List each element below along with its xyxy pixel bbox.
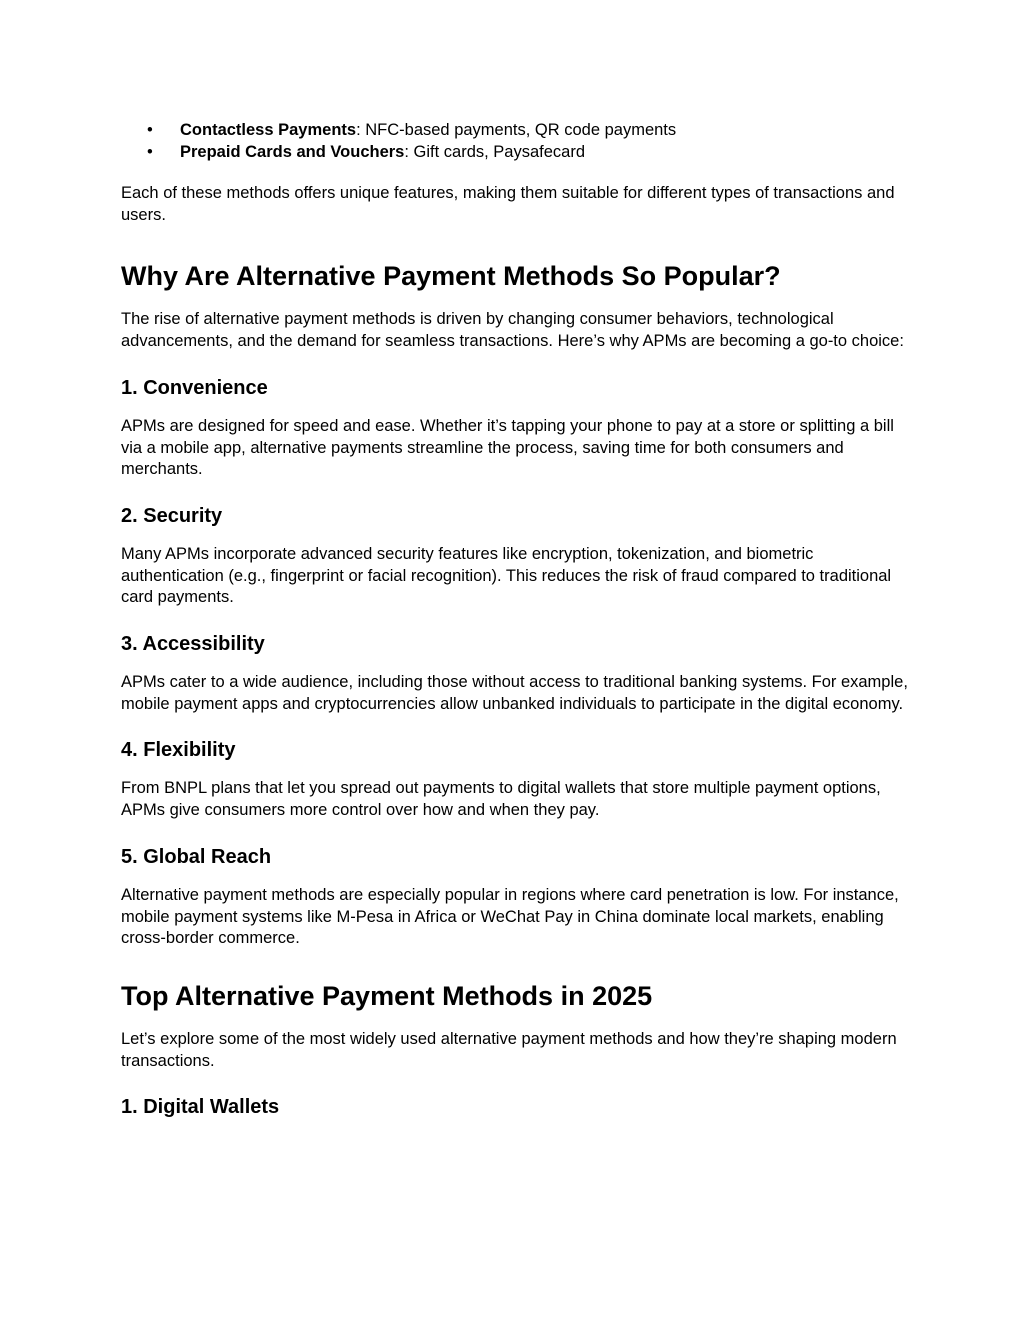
list-item-description: : Gift cards, Paysafecard	[404, 142, 586, 161]
subheading-global-reach: 5. Global Reach	[121, 845, 272, 868]
paragraph-global-reach: Alternative payment methods are especially popular in regions where card penetration is low. For instance, mobile payment systems like M-Pesa in Africa or WeChat Pay in China dominate local markets, enabling cross-border commerce.	[121, 885, 899, 948]
list-item	[121, 120, 911, 142]
section-intro-paragraph: The rise of alternative payment methods is driven by changing consumer behaviors, technological advancements, and the demand for seamless transactions. Here’s why APMs are becoming a go-to choice:	[121, 310, 904, 351]
subheading-flexibility: 4. Flexibility	[121, 739, 236, 762]
payment-types-list	[121, 120, 911, 163]
paragraph-convenience: APMs are designed for speed and ease. Whether it’s tapping your phone to pay at a store or splitting a bill via a mobile app, alternative payments streamline the process, saving time for both consumers and merchants.	[121, 416, 894, 479]
subheading-convenience: 1. Convenience	[121, 376, 268, 399]
list-item-term: Prepaid Cards and Vouchers	[180, 142, 405, 161]
list-item	[121, 142, 911, 164]
paragraph-accessibility: APMs cater to a wide audience, including those without access to traditional banking systems. For example, mobile payment apps and cryptocurrencies allow unbanked individuals to participate in the digital economy.	[121, 673, 908, 713]
bullet-icon: •	[147, 121, 153, 139]
subheading-accessibility: 3. Accessibility	[121, 633, 265, 656]
subheading-digital-wallets: 1. Digital Wallets	[121, 1096, 280, 1119]
subheading-security: 2. Security	[121, 504, 223, 527]
intro-paragraph: Each of these methods offers unique features, making them suitable for different types of transactions and users.	[121, 184, 895, 224]
paragraph-flexibility: From BNPL plans that let you spread out payments to digital wallets that store multiple payment options, APMs give consumers more control over how and when they pay.	[121, 779, 881, 820]
list-item-description: : NFC-based payments, QR code payments	[356, 121, 677, 139]
list-item-term: Contactless Payments	[180, 121, 357, 139]
bullet-icon: •	[147, 142, 153, 161]
section-intro-paragraph: Let’s explore some of the most widely used alternative payment methods and how they’re shaping modern transactions.	[121, 1029, 897, 1070]
document-page	[121, 120, 911, 1120]
section-heading-top-methods: Top Alternative Payment Methods in 2025	[121, 980, 653, 1011]
paragraph-security: Many APMs incorporate advanced security features like encryption, tokenization, and biometric authentication (e.g., fingerprint or facial recognition). This reduces the risk of fraud compared to traditional card payments.	[121, 544, 892, 607]
section-heading-popularity: Why Are Alternative Payment Methods So Popular?	[121, 261, 781, 292]
